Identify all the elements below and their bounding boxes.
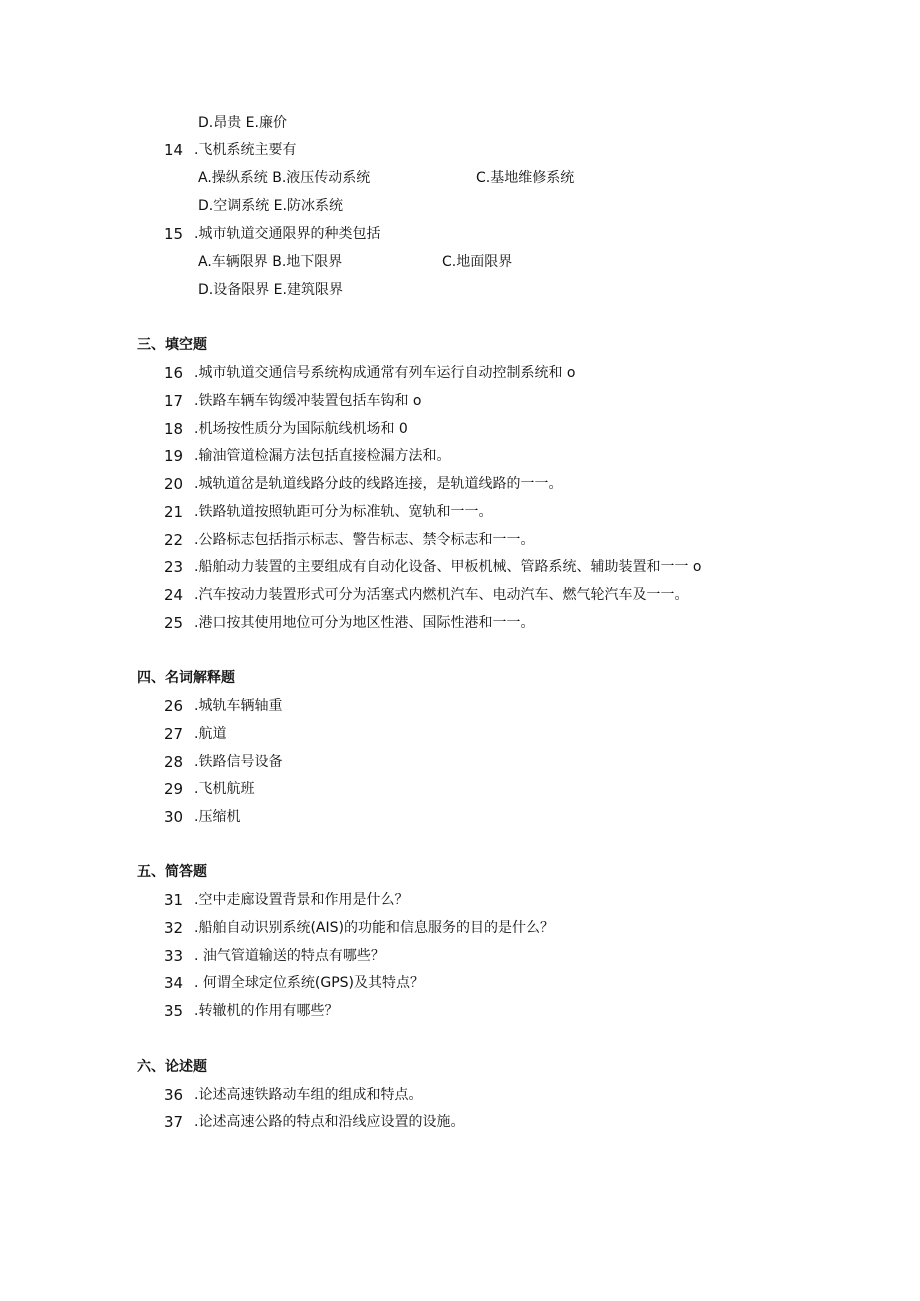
q25-number: 25: [164, 614, 184, 632]
q28-number: 28: [164, 753, 184, 771]
q15-number: 15: [164, 225, 184, 243]
q17-number: 17: [164, 392, 184, 410]
q31-text: .空中走廊设置背景和作用是什么？: [194, 892, 409, 908]
q29-number: 29: [164, 780, 184, 798]
q37-number: 37: [164, 1113, 184, 1131]
q14-option-c: C.基地维修系统: [476, 170, 575, 186]
q30-number: 30: [164, 808, 184, 826]
q32-number: 32: [164, 919, 184, 937]
q24-number: 24: [164, 586, 184, 604]
q32-text: .船舶自动识别系统(AIS)的功能和信息服务的目的是什么？: [194, 920, 554, 936]
q18-text: .机场按性质分为国际航线机场和 0: [194, 421, 408, 437]
q27-text: .航道: [194, 726, 227, 742]
q30-text: .压缩机: [194, 809, 241, 825]
q14-options-ab: A.操纵系统 B.液压传动系统: [198, 170, 371, 186]
section3-heading: 三、填空题: [137, 337, 207, 353]
q15-text: .城市轨道交通限界的种类包括: [194, 226, 381, 242]
q34-text: . 何谓全球定位系统(GPS)及其特点？: [194, 975, 425, 991]
q24-text: .汽车按动力装置形式可分为活塞式内燃机汽车、电动汽车、燃气轮汽车及一一。: [194, 587, 689, 603]
q22-number: 22: [164, 531, 184, 549]
q19-number: 19: [164, 447, 184, 465]
section4-heading: 四、名词解释题: [137, 670, 235, 686]
q22-text: .公路标志包括指示标志、警告标志、禁令标志和一一。: [194, 532, 535, 548]
q16-number: 16: [164, 364, 184, 382]
q20-text: .城轨道岔是轨道线路分歧的线路连接，是轨道线路的一一。: [194, 476, 563, 492]
q19-text: .输油管道检漏方法包括直接检漏方法和。: [194, 448, 451, 464]
q23-text: .船舶动力装置的主要组成有自动化设备、甲板机械、管路系统、辅助装置和一一 o: [194, 559, 702, 575]
q35-text: .转辙机的作用有哪些？: [194, 1003, 339, 1019]
q26-text: .城轨车辆轴重: [194, 698, 283, 714]
q15-options-de: D.设备限界 E.建筑限界: [198, 282, 343, 298]
section6-heading: 六、论述题: [137, 1059, 207, 1075]
q33-text: . 油气管道输送的特点有哪些？: [194, 948, 385, 964]
q14-number: 14: [164, 141, 184, 159]
q37-text: .论述高速公路的特点和沿线应设置的设施。: [194, 1114, 465, 1130]
q14-options-de: D.空调系统 E.防冰系统: [198, 198, 343, 214]
q21-text: .铁路轨道按照轨距可分为标准轨、宽轨和一一。: [194, 504, 493, 520]
q18-number: 18: [164, 420, 184, 438]
q21-number: 21: [164, 503, 184, 521]
q31-number: 31: [164, 891, 184, 909]
q34-number: 34: [164, 974, 184, 992]
q26-number: 26: [164, 697, 184, 715]
q28-text: .铁路信号设备: [194, 754, 283, 770]
q13-options-de: D.昂贵 E.廉价: [198, 115, 287, 131]
q36-number: 36: [164, 1086, 184, 1104]
q14-text: .飞机系统主要有: [194, 142, 297, 158]
q15-options-ab: A.车辆限界 B.地下限界: [198, 254, 343, 270]
q17-text: .铁路车辆车钩缓冲装置包括车钩和 o: [194, 393, 422, 409]
q29-text: .飞机航班: [194, 781, 255, 797]
q20-number: 20: [164, 475, 184, 493]
q35-number: 35: [164, 1002, 184, 1020]
q25-text: .港口按其使用地位可分为地区性港、国际性港和一一。: [194, 615, 535, 631]
section5-heading: 五、简答题: [137, 864, 207, 880]
q27-number: 27: [164, 725, 184, 743]
q23-number: 23: [164, 558, 184, 576]
q15-option-c: C.地面限界: [442, 254, 513, 270]
q36-text: .论述高速铁路动车组的组成和特点。: [194, 1087, 423, 1103]
q16-text: .城市轨道交通信号系统构成通常有列车运行自动控制系统和 o: [194, 365, 576, 381]
q33-number: 33: [164, 947, 184, 965]
